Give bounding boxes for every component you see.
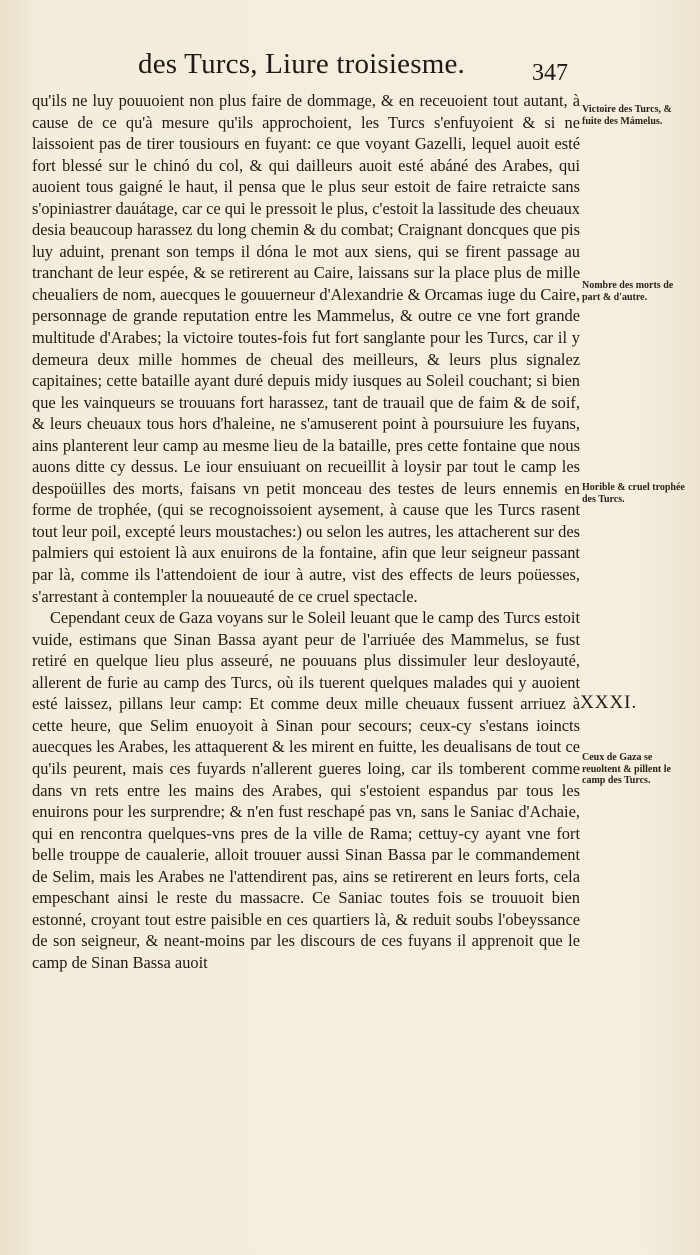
bottom-margin bbox=[0, 1085, 700, 1255]
margin-note-gaza: Ceux de Gaza se reuoltent & pillent le camp des Turcs. bbox=[582, 752, 671, 786]
section-number: XXXI. bbox=[580, 692, 638, 713]
margin-note-trophee: Horible & cruel trophée des Turcs. bbox=[582, 482, 685, 505]
main-text bbox=[32, 90, 580, 973]
paragraph-1: qu'ils ne luy pouuoient non plus faire de dommage, & en receuoient tout autant, à cause de ce qu'à mesure qu'ils approchoient, les Turcs s'enfuyoient & si ne laissoient pas de tirer tousiours en fuyant: ce que voyant Gazelli, lequel auoit esté fort blessé sur le chinó du col, & qui dailleurs auoit esté abáné des Arabes, qui auoient tous gaigné le haut, il pensa que le plus seur estoit de faire retraicte sans s'opiniastrer dauátage, car ce qui le pressoit le plus, c'estoit la lassitude des cheuaux desia beaucoup harassez du long chemin & du combat; Craignant doncques que pis luy aduint, prenant son temps il dóna le mot aux siens, qui se firent passage au tranchant de leur espée, & se retirerent au Caire, laissans sur la place plus de mille cheualiers de nom, auecques le gouuerneur d'Alexandrie & Orcamas iuge du Caire, personnage de grande reputation entre les Mammelus, & outre ce vne fort grande multitude d'Arabes; la victoire toutes-fois fut fort sanglante pour les Turcs, car il y demeura deux mille hommes de cheual des meilleurs, & leurs plus signalez capitaines; cette bataille ayant duré depuis midy iusques au Soleil couchant; si bien que les vainqueurs se trouuans fort harassez, tant de trauail que de faim & de soif, & leurs cheuaux tous hors d'haleine, ne s'amuserent point à poursuiure les fuyans, ains planterent leur camp au mesme lieu de la bataille, pres cette fontaine que nous auons ditte cy dessus. Le iour ensuiuant on recueillit à loysir par tout le camp les despoüilles des morts, faisans vn petit monceau des testes de leurs ennemis en forme de trophée, (qui se recognoissoient aysement, à cause que les Turcs rasent tout leur poil, excepté leurs moustaches:) ou selon les autres, les attacherent sur des palmiers qui estoient là aux enuirons de la fontaine, afin que leur seigneur passant par là, comme ils l'attendoient de iour à autre, vist des effects de leurs poüesses, s'arrestant à contempler la nouueauté de ce cruel spectacle. bbox=[32, 91, 580, 606]
margin-note-victoire: Victoire des Turcs, & fuite des Mámelus. bbox=[582, 104, 672, 127]
margin-note-nombre-des-morts: Nombre des morts de part & d'autre. bbox=[582, 280, 674, 303]
paragraph-2: Cependant ceux de Gaza voyans sur le Soleil leuant que le camp des Turcs estoit vuide, estimans que Sinan Bassa ayant peur de l'arriuée des Mammelus, se fust retiré en quelque lieu plus asseuré, ne pouuans plus dissimuler leur desloyauté, allerent de furie au camp des Turcs, où ils tuerent quelques malades qui y auoient esté laissez, pillans leur camp: Et comme deux mille cheuaux fussent arriuez à cette heure, que Selim enuoyoit à Sinan pour secours; ceux-cy s'estans ioincts auecques les Arabes, les attaquerent & les mirent en fuitte, les deualisans de tout ce qu'ils peurent, mais ces fuyards n'allerent gueres loing, car ils tomberent comme dans vn rets entre les mains des Arabes, qui s'estoient espandus par tous les enuirons pour les surprendre; & n'en fust reschapé pas vn, sans le Saniac d'Achaie, qui en rencontra quelques-vns pres de la ville de Rama; cettuy-cy ayant vne fort belle trouppe de caualerie, alloit trouuer aussi Sinan Bassa par le commandement de Selim, mais les Arabes ne l'attendirent pas, ains se retirerent en leurs forts, cela empeschant ainsi le reste du massacre. Ce Saniac toutes fois se trouuoit bien estonné, croyant tout estre paisible en ces quartiers là, & reduit soubs l'obeyssance de son seigneur, & neant-moins par les discours de ces fuyans il apprenoit que le camp de Sinan Bassa auoit bbox=[32, 608, 580, 972]
running-title: des Turcs, Liure troisiesme. bbox=[138, 48, 465, 80]
page-number: 347 bbox=[532, 60, 568, 86]
